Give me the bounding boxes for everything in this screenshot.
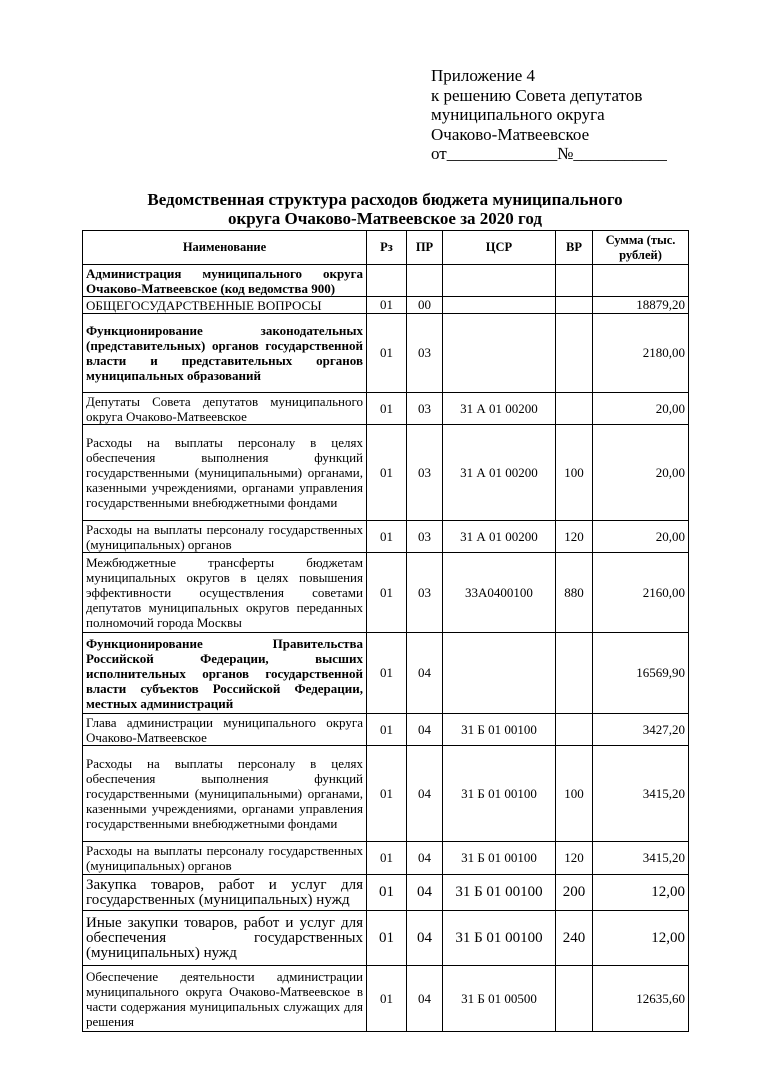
cell-vr: 100 — [556, 425, 593, 521]
cell-csr: 31 Б 01 00100 — [443, 875, 556, 911]
cell-name: Расходы на выплаты персоналу в целях обеспечения выполнения функций государственными (муниципальными) органами, казенными учреждениями, органами управления государственными внебюджетными фондами — [83, 425, 367, 521]
appendix-line: от_____________№___________ — [431, 144, 667, 163]
cell-rz: 01 — [367, 297, 407, 314]
cell-csr — [443, 633, 556, 714]
cell-pr: 03 — [407, 521, 443, 553]
cell-csr: 31 А 01 00200 — [443, 521, 556, 553]
cell-vr: 120 — [556, 521, 593, 553]
header-sum: Сумма (тыс. рублей) — [593, 231, 689, 265]
title-line: Ведомственная структура расходов бюджета муниципального — [147, 190, 623, 209]
title-line: округа Очаково-Матвеевское за 2020 год — [228, 209, 542, 228]
table-row — [83, 842, 689, 875]
cell-sum: 3415,20 — [593, 746, 689, 842]
table-row — [83, 714, 689, 746]
cell-pr: 04 — [407, 633, 443, 714]
appendix-line: к решению Совета депутатов — [431, 85, 643, 105]
table-row — [83, 297, 689, 314]
cell-vr — [556, 314, 593, 393]
cell-pr — [407, 265, 443, 297]
table-row — [83, 265, 689, 297]
cell-csr — [443, 314, 556, 393]
cell-rz: 01 — [367, 875, 407, 911]
cell-vr: 880 — [556, 553, 593, 633]
cell-sum: 20,00 — [593, 425, 689, 521]
cell-rz: 01 — [367, 633, 407, 714]
cell-sum: 2160,00 — [593, 553, 689, 633]
cell-pr: 03 — [407, 425, 443, 521]
cell-sum: 18879,20 — [593, 297, 689, 314]
cell-name: Иные закупки товаров, работ и услуг для обеспечения государственных (муниципальных) нужд — [83, 911, 367, 966]
cell-pr: 04 — [407, 911, 443, 966]
cell-pr: 03 — [407, 393, 443, 425]
table-row — [83, 633, 689, 714]
header-vr: ВР — [556, 231, 593, 265]
cell-pr: 04 — [407, 842, 443, 875]
cell-rz: 01 — [367, 746, 407, 842]
appendix-line: Очаково-Матвеевское — [431, 124, 590, 144]
cell-name: Расходы на выплаты персоналу в целях обеспечения выполнения функций государственными (муниципальными) органами, казенными учреждениями, органами управления государственными внебюджетными фондами — [83, 746, 367, 842]
table-row — [83, 875, 689, 911]
cell-name: Администрация муниципального округа Очаково-Матвеевское (код ведомства 900) — [83, 265, 367, 297]
cell-vr — [556, 714, 593, 746]
cell-vr — [556, 393, 593, 425]
cell-pr: 04 — [407, 966, 443, 1032]
cell-sum: 20,00 — [593, 393, 689, 425]
header-rz: Рз — [367, 231, 407, 265]
header-pr: ПР — [407, 231, 443, 265]
cell-rz: 01 — [367, 553, 407, 633]
cell-sum: 3427,20 — [593, 714, 689, 746]
cell-csr: 31 А 01 00200 — [443, 425, 556, 521]
cell-rz: 01 — [367, 842, 407, 875]
cell-rz — [367, 265, 407, 297]
budget-table — [82, 230, 689, 1032]
cell-csr: 31 Б 01 00100 — [443, 842, 556, 875]
cell-sum: 12635,60 — [593, 966, 689, 1032]
cell-sum: 12,00 — [593, 911, 689, 966]
cell-rz: 01 — [367, 966, 407, 1032]
cell-csr: 31 Б 01 00500 — [443, 966, 556, 1032]
cell-vr — [556, 966, 593, 1032]
cell-rz: 01 — [367, 393, 407, 425]
table-row — [83, 553, 689, 633]
cell-name: Глава администрации муниципального округа Очаково-Матвеевское — [83, 714, 367, 746]
cell-vr: 200 — [556, 875, 593, 911]
cell-name: Расходы на выплаты персоналу государственных (муниципальных) органов — [83, 521, 367, 553]
document-title — [82, 190, 688, 228]
cell-rz: 01 — [367, 314, 407, 393]
cell-sum: 20,00 — [593, 521, 689, 553]
cell-sum — [593, 265, 689, 297]
table-row — [83, 425, 689, 521]
cell-vr — [556, 633, 593, 714]
cell-vr — [556, 265, 593, 297]
cell-name: Функционирование законодательных (представительных) органов государственной власти и представительных органов муниципальных образований — [83, 314, 367, 393]
cell-name: Функционирование Правительства Российской Федерации, высших исполнительных органов государственной власти субъектов Российской Федерации, местных администраций — [83, 633, 367, 714]
table-header-row — [83, 231, 689, 265]
table-row — [83, 314, 689, 393]
cell-csr: 33А0400100 — [443, 553, 556, 633]
table-row — [83, 521, 689, 553]
appendix-line: муниципального округа — [431, 105, 605, 124]
header-name: Наименование — [83, 231, 367, 265]
cell-sum: 12,00 — [593, 875, 689, 911]
cell-csr — [443, 265, 556, 297]
cell-pr: 03 — [407, 314, 443, 393]
cell-vr: 120 — [556, 842, 593, 875]
cell-name: Обеспечение деятельности администрации муниципального округа Очаково-Матвеевское в части содержания муниципальных служащих для решения — [83, 966, 367, 1032]
cell-csr: 31 А 01 00200 — [443, 393, 556, 425]
cell-pr: 04 — [407, 746, 443, 842]
cell-csr: 31 Б 01 00100 — [443, 714, 556, 746]
table-row — [83, 746, 689, 842]
cell-csr: 31 Б 01 00100 — [443, 746, 556, 842]
cell-vr — [556, 297, 593, 314]
table-row — [83, 911, 689, 966]
cell-pr: 00 — [407, 297, 443, 314]
cell-csr: 31 Б 01 00100 — [443, 911, 556, 966]
cell-rz: 01 — [367, 911, 407, 966]
header-csr: ЦСР — [443, 231, 556, 265]
cell-sum: 2180,00 — [593, 314, 689, 393]
cell-csr — [443, 297, 556, 314]
appendix-block — [431, 66, 667, 164]
cell-name: Депутаты Совета депутатов муниципального округа Очаково-Матвеевское — [83, 393, 367, 425]
cell-pr: 04 — [407, 875, 443, 911]
cell-rz: 01 — [367, 425, 407, 521]
appendix-line: Приложение 4 — [431, 66, 535, 85]
cell-name: Закупка товаров, работ и услуг для государственных (муниципальных) нужд — [83, 875, 367, 911]
cell-sum: 3415,20 — [593, 842, 689, 875]
cell-name: Расходы на выплаты персоналу государственных (муниципальных) органов — [83, 842, 367, 875]
table-row — [83, 393, 689, 425]
cell-name: ОБЩЕГОСУДАРСТВЕННЫЕ ВОПРОСЫ — [83, 297, 367, 314]
cell-vr: 100 — [556, 746, 593, 842]
cell-pr: 03 — [407, 553, 443, 633]
cell-name: Межбюджетные трансферты бюджетам муниципальных округов в целях повышения эффективности осуществления советами депутатов муниципальных округов переданных полномочий города Москвы — [83, 553, 367, 633]
cell-vr: 240 — [556, 911, 593, 966]
cell-pr: 04 — [407, 714, 443, 746]
cell-rz: 01 — [367, 521, 407, 553]
table-row — [83, 966, 689, 1032]
cell-sum: 16569,90 — [593, 633, 689, 714]
cell-rz: 01 — [367, 714, 407, 746]
